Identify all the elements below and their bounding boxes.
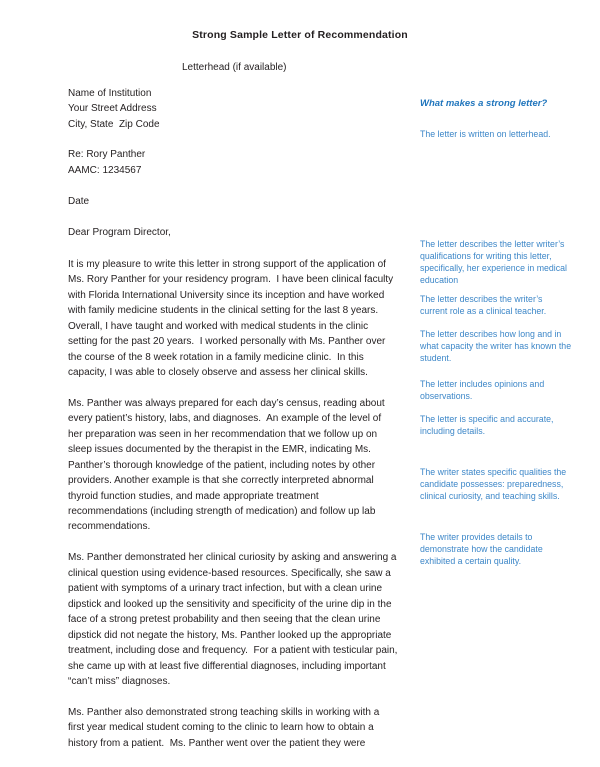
spacer	[68, 241, 398, 257]
letter-body	[68, 86, 401, 767]
annotation-note: The letter describes the letter writer’s qualifications for writing this letter, specifically, her experience in medical education	[420, 239, 570, 286]
annotation-note: The letter describes the writer’s current role as a clinical teacher.	[420, 294, 547, 317]
annotation-note: The letter describes how long and in what capacity the writer has known the student.	[420, 329, 574, 364]
letter-paragraph: Ms. Panther was always prepared for each day’s census, reading about every patient’s history, labs, and diagnoses. An example of the level of her preparation was seen in her recommendation that we follow up on sleep issues documented by the therapist in the EMR, indicating Ms. Panther’s thorough knowledge of the patient, including notes by other providers. Another example is that she correctly interpreted abnormal thyroid function studies, and made appropriate treatment recommendations (including strength of medication) and follow up lab recommendations.	[68, 397, 388, 533]
address-line: City, State Zip Code	[68, 118, 160, 130]
letterhead-note: Letterhead (if available)	[182, 62, 287, 73]
annotation-note: The letter is written on letterhead.	[420, 129, 551, 139]
annotation-note: The letter includes opinions and observations.	[420, 379, 547, 402]
annotation-note: The letter is specific and accurate, including details.	[420, 414, 556, 437]
salutation: Dear Program Director,	[68, 227, 171, 239]
reference-subject: Re: Rory Panther	[68, 149, 146, 161]
address-block	[68, 86, 398, 132]
address-line: Your Street Address	[68, 103, 157, 115]
letter-paragraph: Ms. Panther also demonstrated strong teaching skills in working with a first year medical student coming to the clinic to learn how to obtain a history from a patient. Ms. Panther went over the patient they were	[68, 706, 383, 749]
page-title: Strong Sample Letter of Recommendation	[192, 29, 408, 41]
date-line: Date	[68, 196, 90, 208]
spacer	[68, 178, 398, 194]
spacer	[68, 209, 398, 225]
annotation-heading: What makes a strong letter?	[420, 98, 548, 109]
reference-aamc-id: AAMC: 1234567	[68, 164, 142, 176]
spacer	[68, 132, 398, 147]
address-line: Name of Institution	[68, 88, 152, 99]
letter-paragraph: It is my pleasure to write this letter in strong support of the application of Ms. Rory Panther for your residency program. I have been clinical faculty with Florida International University since its inception and have worked with family medicine students in the clinical setting for the last 8 years. Overall, I have taught and worked with medical students in the clinic setting for the past 20 years. I worked personally with Ms. Panther over the course of the 8 week rotation in a family medicine clinic. In this capacity, I was able to closely observe and assess her clinical skills.	[68, 258, 396, 379]
reference-block	[68, 147, 398, 178]
annotation-note: The writer states specific qualities the candidate possesses: preparedness, clinical curiosity, and teaching skills.	[420, 467, 569, 502]
annotation-note: The writer provides details to demonstrate how the candidate exhibited a certain quality.	[420, 532, 546, 567]
letter-paragraph: Ms. Panther demonstrated her clinical curiosity by asking and answering a clinical question using evidence-based resources. Specifically, she saw a patient with symptoms of a urinary tract infection, but with a clean urine dipstick and looked up the sensitivity and specificity of the urine dip in the face of a strong pretest probability and then seeing that the clean urine dipstick did not negate the history, Ms. Panther looked up the appropriate treatment, including dose and frequency. For a patient with testicular pain, she came up with at least five differential diagnoses, including important “can’t miss” diagnoses.	[68, 552, 401, 687]
